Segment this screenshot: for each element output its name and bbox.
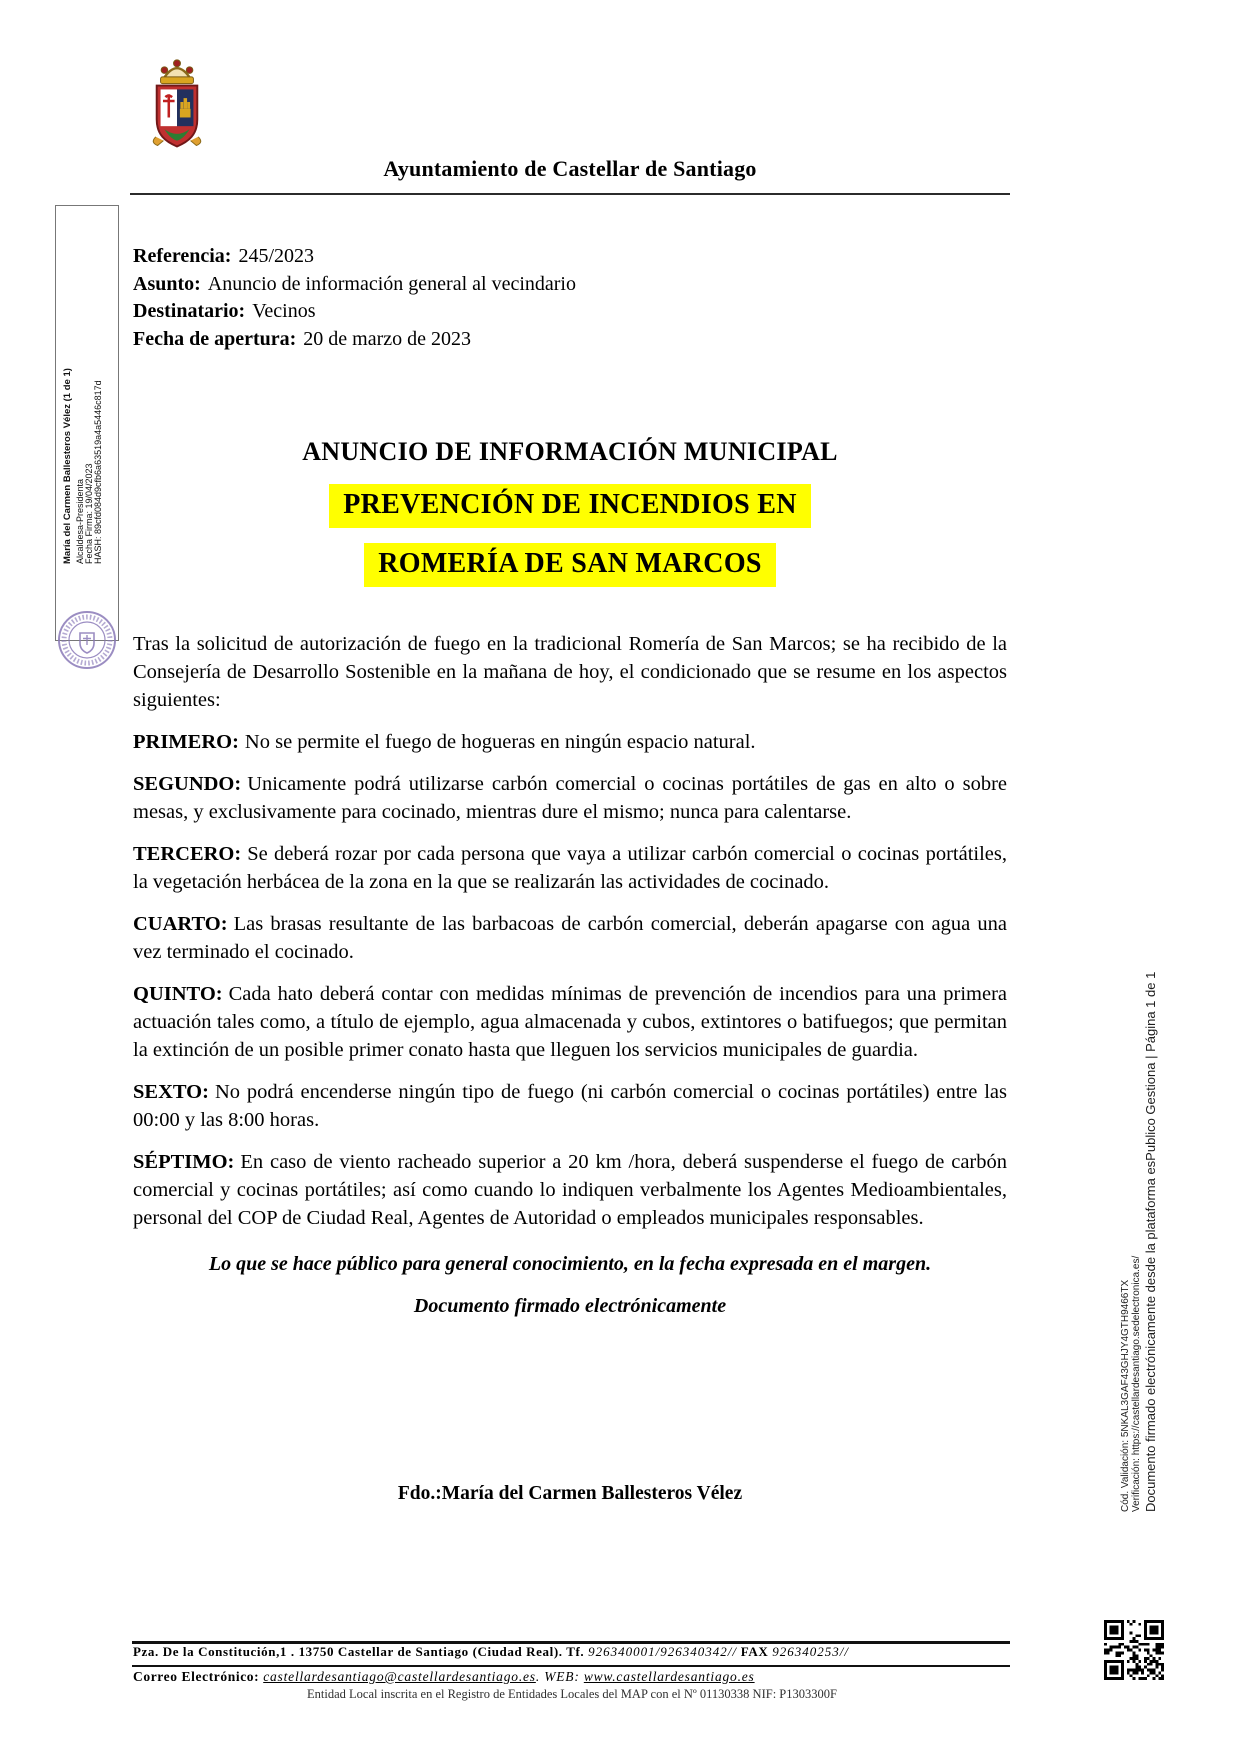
highlight-title-line1 — [133, 484, 1007, 528]
clause-label: SEGUNDO: — [133, 773, 242, 795]
footer-registry-line: Entidad Local inscrita en el Registro de Entidades Locales del MAP con el Nº 01130338 NIF: P1303300F — [307, 1687, 837, 1701]
coat-of-arms-icon — [148, 52, 206, 152]
referencia-value: 245/2023 — [238, 245, 315, 267]
clause-quinto — [133, 980, 1007, 1064]
footer-address-line — [133, 1644, 1011, 1660]
clause-text: En caso de viento racheado superior a 20 km /hora, deberá suspenderse el fuego de carbón comercial y cocinas portátiles; así como cuando lo indiquen verbalmente los Agentes Medioambientales, personal del COP de Ciudad Real, Agentes de Autoridad o empleados municipales responsables. — [133, 1151, 1007, 1229]
clause-text: No podrá encenderse ningún tipo de fuego (ni carbón comercial o cocinas portátiles) entre las 00:00 y las 8:00 horas. — [133, 1081, 1007, 1131]
signature-line: Fdo.:María del Carmen Ballesteros Vélez — [397, 1483, 743, 1504]
footer-contact-line — [133, 1669, 1011, 1685]
clause-septimo — [133, 1148, 1007, 1232]
referencia-row — [133, 243, 576, 271]
clause-segundo — [133, 770, 1007, 826]
announcement-title: ANUNCIO DE INFORMACIÓN MUNICIPAL — [302, 437, 838, 466]
clause-label: SÉPTIMO: — [133, 1151, 235, 1173]
fecha-apertura-value: 20 de marzo de 2023 — [303, 327, 472, 350]
org-title: Ayuntamiento de Castellar de Santiago — [383, 156, 757, 181]
clause-label: QUINTO: — [133, 983, 223, 1005]
platform-page-note: Documento firmado electrónicamente desde la plataforma esPublico Gestiona | Página 1 de 1 — [1143, 971, 1158, 1512]
web-link[interactable]: www.castellardesantiago.es — [583, 1669, 755, 1684]
destinatario-label: Destinatario: — [133, 300, 246, 322]
clause-label: CUARTO: — [133, 913, 228, 935]
intro-paragraph: Tras la solicitud de autorización de fuego en la tradicional Romería de San Marcos; se ha recibido de la Consejería de Desarrollo Sostenible en la mañana de hoy, el condicionado que se resume en los aspectos siguientes: — [133, 633, 1007, 711]
fax-number: 926340253// — [772, 1644, 849, 1659]
clause-text: Se deberá rozar por cada persona que vaya a utilizar carbón comercial o cocinas portátiles, la vegetación herbácea de la zona en la que se realizarán las actividades de cocinado. — [133, 843, 1007, 893]
signed-electronically-line: Documento firmado electrónicamente — [413, 1295, 727, 1317]
clause-label: SEXTO: — [133, 1081, 209, 1103]
clause-label: TERCERO: — [133, 843, 242, 865]
destinatario-value: Vecinos — [252, 300, 316, 322]
clause-tercero — [133, 840, 1007, 896]
document-body — [133, 630, 1007, 1320]
clause-label: PRIMERO: — [133, 731, 239, 753]
signer-name: María del Carmen Ballesteros Vélez (1 de 1) — [62, 368, 73, 564]
signature-hash: HASH: 89cfd084d9cfb6a63519a4a5446c817d — [93, 380, 103, 564]
reference-block — [133, 243, 576, 353]
header-divider — [130, 193, 1010, 195]
web-label: . WEB: — [535, 1669, 584, 1684]
asunto-label: Asunto: — [133, 272, 201, 295]
clause-text: Cada hato deberá contar con medidas mínimas de prevención de incendios para una primera actuación tales como, a título de ejemplo, agua almacenada y cubos, extintores o batifuegos; que permitan la extinción de un posible primer conato hasta que lleguen los servicios municipales de guardia. — [133, 983, 1007, 1061]
clause-sexto — [133, 1078, 1007, 1134]
fax-label: FAX — [736, 1644, 773, 1659]
signature-margin-box — [55, 205, 119, 641]
verification-url: Verificación: https://castellardesantiago.sedelectronica.es/ — [1131, 1255, 1142, 1512]
validation-code: Cód. Validación: 5NKAL3GAF43GHJY4GTH9466TX — [1120, 1279, 1131, 1512]
fecha-apertura-row — [133, 326, 576, 354]
qr-code-icon — [1104, 1620, 1164, 1680]
destinatario-row — [133, 298, 576, 326]
highlight-text-1: PREVENCIÓN DE INCENDIOS EN — [329, 484, 811, 528]
address-text: Pza. De la Constitución,1 . 13750 Castellar de Santiago (Ciudad Real). Tf. — [133, 1644, 589, 1659]
referencia-label: Referencia: — [133, 245, 232, 267]
clause-primero — [133, 728, 1007, 756]
phone-numbers: 926340001/926340342// — [588, 1644, 737, 1659]
highlight-title-line2 — [133, 543, 1007, 587]
clause-text: No se permite el fuego de hogueras en ningún espacio natural. — [244, 731, 756, 753]
clause-cuarto — [133, 910, 1007, 966]
asunto-row — [133, 271, 576, 299]
email-label: Correo Electrónico: — [133, 1669, 264, 1684]
signer-role: Alcaldesa-Presidenta — [75, 478, 85, 564]
footer-divider-middle — [132, 1665, 1010, 1667]
email-link[interactable]: castellardesantiago@castellardesantiago.es — [263, 1669, 536, 1684]
fecha-apertura-label: Fecha de apertura: — [133, 327, 297, 350]
clause-text: Unicamente podrá utilizarse carbón comercial o cocinas portátiles de gas en alto o sobre mesas, y exclusivamente para cocinado, mientras dure el mismo; nunca para calentarse. — [133, 773, 1007, 823]
highlight-text-2: ROMERÍA DE SAN MARCOS — [364, 543, 776, 587]
asunto-value: Anuncio de información general al vecindario — [207, 272, 576, 295]
signature-date: Fecha Firma: 19/04/2023 — [84, 463, 94, 564]
circular-stamp-icon — [56, 609, 118, 671]
clause-text: Las brasas resultante de las barbacoas de carbón comercial, deberán apagarse con agua una vez terminado el cocinado. — [133, 913, 1007, 963]
public-notice-line: Lo que se hace público para general conocimiento, en la fecha expresada en el margen. — [208, 1253, 932, 1275]
